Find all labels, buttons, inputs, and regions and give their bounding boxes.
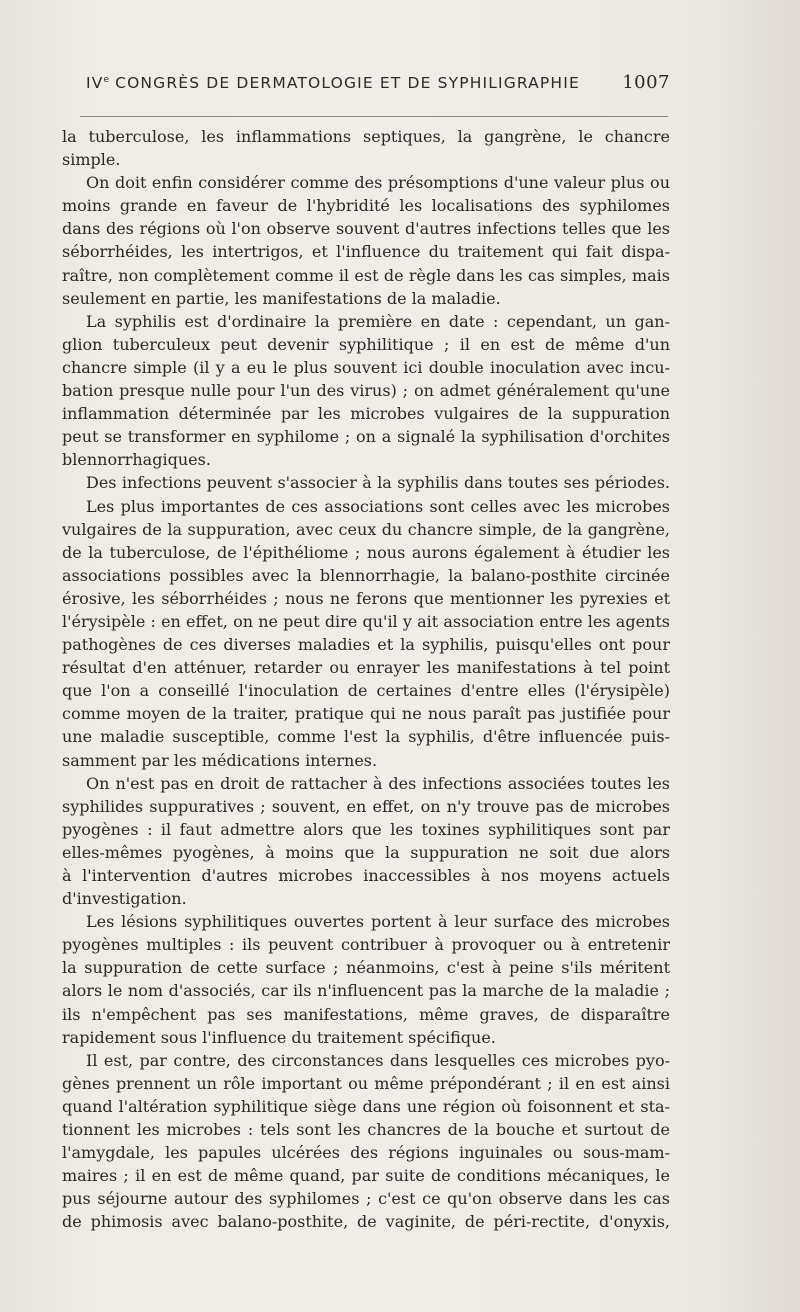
text-line: pyogènes : il faut admettre alors que les toxines syphilitiques sont par (62, 819, 670, 839)
header-rule (80, 116, 668, 117)
text-line: quand l'altération syphilitique siège dans une région où foisonnent et sta- (62, 1096, 670, 1116)
text-line: blennorrhagiques. (62, 450, 211, 470)
congress-ordinal-suffix: e (103, 74, 110, 85)
text-line: elles-mêmes pyogènes, à moins que la suppuration ne soit due alors (62, 842, 670, 862)
text-line: associations possibles avec la blennorrhagie, la balano-posthite circinée (62, 565, 670, 585)
running-header (86, 74, 670, 100)
congress-title: CONGRÈS DE DERMATOLOGIE ET DE SYPHILIGRAPHIE (115, 74, 580, 92)
text-line: l'érysipèle : en effet, on ne peut dire qu'il y ait association entre les agents (62, 611, 670, 631)
text-line: simple. (62, 150, 121, 170)
text-line: pyogènes multiples : ils peuvent contribuer à provoquer ou à entretenir (62, 935, 670, 955)
text-line: Il est, par contre, des circonstances dans lesquelles ces microbes pyo- (86, 1050, 670, 1070)
text-line: ils n'empêchent pas ses manifestations, même graves, de disparaître (62, 1004, 670, 1024)
text-line: On n'est pas en droit de rattacher à des infections associées toutes les (86, 773, 670, 793)
text-line: tionnent les microbes : tels sont les chancres de la bouche et surtout de (62, 1120, 670, 1140)
text-line: d'investigation. (62, 889, 187, 909)
text-line: vulgaires de la suppuration, avec ceux du chancre simple, de la gangrène, (62, 519, 670, 539)
text-line: la suppuration de cette surface ; néanmoins, c'est à peine s'ils méritent (62, 958, 670, 978)
text-line: la tuberculose, les inflammations septiques, la gangrène, le chancre (62, 127, 670, 146)
text-line: pathogènes de ces diverses maladies et la syphilis, puisqu'elles ont pour (62, 635, 670, 655)
text-line: syphilides suppuratives ; souvent, en effet, on n'y trouve pas de microbes (62, 796, 670, 816)
congress-ordinal: IV (86, 74, 104, 92)
text-line: chancre simple (il y a eu le plus souvent ici double inoculation avec incu- (62, 357, 670, 377)
text-line: La syphilis est d'ordinaire la première en date : cependant, un gan- (86, 311, 670, 331)
text-line: que l'on a conseillé l'inoculation de certaines d'entre elles (l'érysipèle) (62, 681, 670, 701)
text-line: glion tuberculeux peut devenir syphilitique ; il en est de même d'un (62, 334, 670, 354)
text-line: à l'intervention d'autres microbes inaccessibles à nos moyens actuels (62, 866, 670, 885)
text-line: de phimosis avec balano-posthite, de vaginite, de péri-rectite, d'onyxis, (62, 1212, 670, 1232)
text-line: inflammation déterminée par les microbes vulgaires de la suppuration (62, 404, 670, 424)
page-number: 1007 (622, 72, 670, 93)
text-line: de la tuberculose, de l'épithéliome ; nous aurons également à étudier les (62, 542, 670, 562)
text-line: Les lésions syphilitiques ouvertes portent à leur surface des microbes (86, 912, 670, 932)
text-line: raître, non complètement comme il est de règle dans les cas simples, mais (62, 265, 670, 285)
text-line: samment par les médications internes. (62, 750, 378, 770)
text-line: bation presque nulle pour l'un des virus) ; on admet généralement qu'une (62, 381, 670, 401)
text-line: résultat d'en atténuer, retarder ou enrayer les manifestations à tel point (62, 658, 670, 678)
text-line: Les plus importantes de ces associations sont celles avec les microbes (86, 496, 670, 516)
text-line: séborrhéides, les intertrigos, et l'influence du traitement qui fait dispa- (62, 242, 670, 262)
text-line: comme moyen de la traiter, pratique qui ne nous paraît pas justifiée pour (62, 704, 670, 724)
text-line: une maladie susceptible, comme l'est la syphilis, d'être influencée puis- (62, 727, 670, 747)
running-head-title (86, 74, 580, 92)
text-line: peut se transformer en syphilome ; on a signalé la syphilisation d'orchites (62, 427, 670, 447)
text-line: On doit enfin considérer comme des présomptions d'une valeur plus ou (86, 173, 670, 193)
body-text (62, 125, 670, 1234)
text-line: dans des régions où l'on observe souvent d'autres infections telles que les (62, 219, 670, 239)
text-line: Des infections peuvent s'associer à la syphilis dans toutes ses périodes. (86, 473, 670, 493)
text-line: seulement en partie, les manifestations de la maladie. (62, 288, 501, 308)
text-line: l'amygdale, les papules ulcérées des régions inguinales ou sous-mam- (62, 1143, 670, 1163)
text-line: érosive, les séborrhéides ; nous ne ferons que mentionner les pyrexies et (62, 588, 670, 608)
text-line: moins grande en faveur de l'hybridité les localisations des syphilomes (62, 196, 670, 216)
text-line: alors le nom d'associés, car ils n'influencent pas la marche de la maladie ; (62, 981, 670, 1001)
text-line: pus séjourne autour des syphilomes ; c'est ce qu'on observe dans les cas (62, 1189, 670, 1209)
text-line: maires ; il en est de même quand, par suite de conditions mécaniques, le (62, 1166, 670, 1186)
text-line: gènes prennent un rôle important ou même prépondérant ; il en est ainsi (62, 1073, 670, 1093)
text-line: rapidement sous l'influence du traitement spécifique. (62, 1027, 496, 1047)
